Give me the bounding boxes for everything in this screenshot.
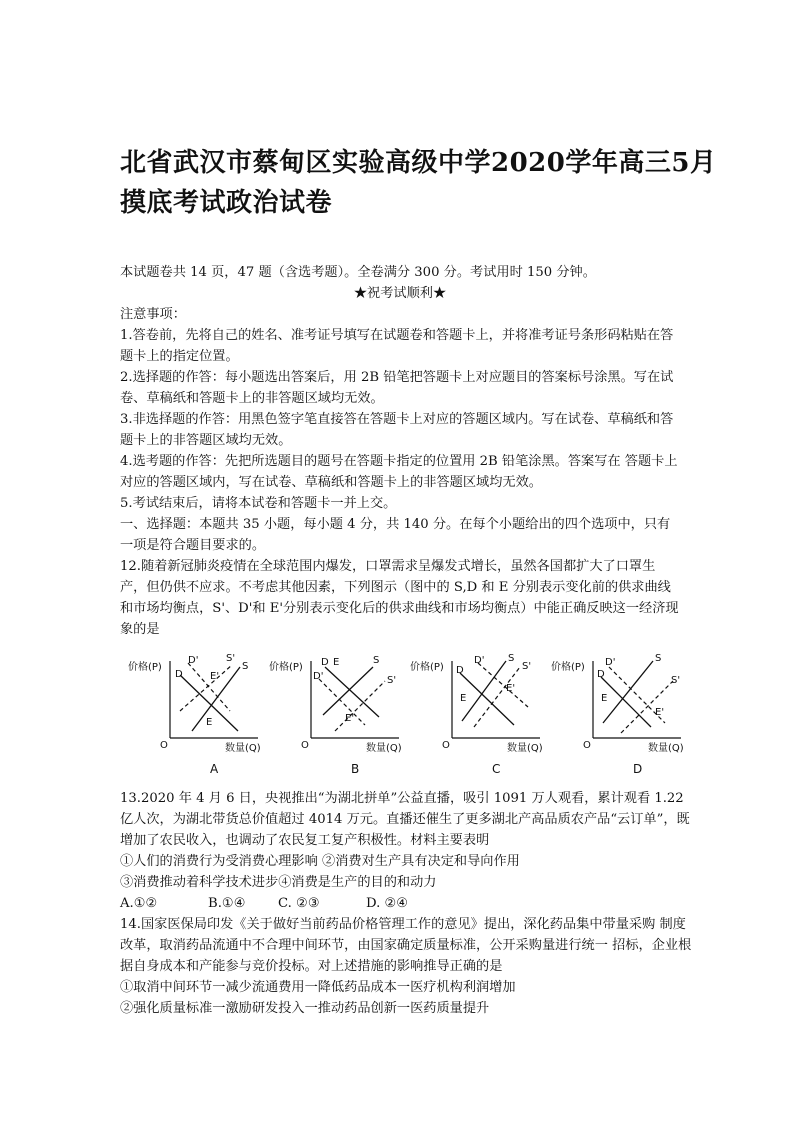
supply-curve-s [462, 661, 506, 721]
figure-panel-b [261, 645, 401, 780]
label-e: E [206, 717, 213, 728]
figure-b-svg [261, 645, 401, 780]
label-s: S [373, 655, 380, 666]
title-line-1: 北省武汉市蔡甸区实验高级中学2020学年高三5月 [120, 148, 717, 178]
q14-item: ②强化质量标准一激励研发投入一推动药品创新一医药质量提升 [120, 1001, 490, 1016]
panel-letter: B [351, 762, 360, 776]
title-line-2: 摸底考试政治试卷 [120, 188, 333, 218]
label-s: S [242, 661, 249, 672]
label-d-prime: D' [605, 657, 616, 668]
figure-d-svg [543, 645, 683, 780]
section-heading: 一、选择题：本题共 35 小题，每小题 4 分，共 140 分。在每个小题给出的四个选项中，只有一项是符合题目要求的。 [120, 517, 671, 553]
y-axis-label: 价格(P) [128, 662, 162, 673]
figure-panel-c [402, 645, 542, 780]
notice-item: 4.选考题的作答：先把所选题目的题号在答题卡指定的位置用 2B 铅笔涂黑。答案写在 答题卡上对应的答题区域内，写在试卷、草稿纸和答题卡上的非答题区域均无效。 [120, 454, 678, 490]
notice-item: 3.非选择题的作答：用黑色签字笔直接答在答题卡上对应的答题区域内。写在试卷、草稿纸和答题卡上的非答题区域均无效。 [120, 412, 674, 448]
label-d-prime: D' [474, 655, 485, 666]
y-axis-label: 价格(P) [410, 662, 444, 673]
q13-item: ①人们的消费行为受消费心理影响 ②消费对生产具有决定和导向作用 [120, 854, 520, 869]
q13-options [120, 893, 695, 914]
label-d: D [175, 669, 183, 680]
question-13: 13.2020 年 4 月 6 日，央视推出“为湖北拼单”公益直播，吸引 1091 万人观看，累计观看 1.22 亿人次，为湖北带货总价值超过 4014 万元。直播还催生了更多湖北产高品质农产品“云订单”，既增加了农民收入，也调动了农民复工复产积极性。材料主要表明 [120, 791, 690, 848]
x-axis-label: 数量(Q) [366, 743, 402, 754]
demand-curve-d-prime [319, 679, 365, 725]
label-s: S [508, 653, 515, 664]
notice-item: 5.考试结束后，请将本试卷和答题卡一并上交。 [120, 496, 397, 511]
label-d: D [456, 665, 464, 676]
question-14: 14.国家医保局印发《关于做好当前药品价格管理工作的意见》提出，深化药品集中带量采购 制度改革，取消药品流通中不合理中间环节，由国家确定质量标准，公开采购量进行统一 招标，企业根据自身成本和产能参与竞价投标。对上述措施的影响推导正确的是 [120, 917, 692, 974]
label-d-prime: D' [313, 671, 324, 682]
supply-curve-s-prime [474, 667, 520, 727]
supply-demand-figures [120, 645, 690, 780]
q13-option-c: C. ②③ [278, 896, 320, 911]
label-e-prime: E' [210, 671, 220, 682]
supply-curve-s-prime [621, 681, 673, 733]
q14-item: ①取消中间环节一减少流通费用一降低药品成本一医疗机构利润增加 [120, 980, 516, 995]
document-title [120, 143, 720, 223]
notice-item: 2.选择题的作答：每小题选出答案后，用 2B 铅笔把答题卡上对应题目的答案标号涂黑。写在试卷、草稿纸和答题卡上的非答题区域均无效。 [120, 370, 674, 406]
origin-label: O [583, 740, 591, 751]
intro-text: 本试题卷共 14 页，47 题（含选考题）。全卷满分 300 分。考试用时 150 分钟。 [120, 265, 596, 280]
label-e-prime: E' [345, 713, 355, 724]
label-e: E [460, 693, 467, 704]
label-s-prime: S' [387, 675, 397, 686]
origin-label: O [160, 740, 168, 751]
question-12: 12.随着新冠肺炎疫情在全球范围内爆发，口罩需求呈爆发式增长，虽然各国都扩大了口罩生产，但仍供不应求。不考虑其他因素，下列图示（图中的 S,D 和 E 分别表示变化前的供求曲线和市场均衡点，S'、D'和 E'分别表示变化后的供求曲线和市场均衡点）中能正确反映这一经济现象的是 [120, 559, 679, 637]
figure-a-svg [120, 645, 260, 780]
figure-c-svg [402, 645, 542, 780]
origin-label: O [442, 740, 450, 751]
q13-option-b: B.①④ [208, 896, 246, 911]
demand-curve-d-prime [478, 663, 528, 707]
label-e-prime: E' [506, 683, 516, 694]
label-e: E [601, 693, 608, 704]
label-e-prime: E' [655, 707, 665, 718]
figure-panel-d [543, 645, 683, 780]
label-d-prime: D' [188, 655, 199, 666]
notice-heading: 注意事项： [120, 307, 186, 322]
q13-item: ③消费推动着科学技术进步④消费是生产的目的和动力 [120, 875, 437, 890]
panel-letter: D [633, 762, 643, 776]
x-axis-label: 数量(Q) [507, 743, 543, 754]
q13-option-d: D. ②④ [366, 896, 409, 911]
panel-letter: A [210, 762, 219, 776]
wish-text: ★祝考试顺利★ [353, 286, 447, 301]
y-axis-label: 价格(P) [551, 662, 585, 673]
panel-letter: C [492, 762, 501, 776]
supply-curve-s-prime [335, 681, 385, 731]
label-s-prime: S' [522, 661, 532, 672]
label-s-prime: S' [226, 653, 236, 664]
label-d: D [321, 657, 329, 668]
label-s: S [655, 653, 662, 664]
x-axis-label: 数量(Q) [225, 743, 261, 754]
label-s-prime: S' [671, 675, 681, 686]
notice-item: 1.答卷前，先将自己的姓名、准考证号填写在试题卷和答题卡上，并将准考证号条形码粘贴在答题卡上的指定位置。 [120, 328, 674, 364]
y-axis-label: 价格(P) [269, 662, 303, 673]
x-axis-label: 数量(Q) [648, 743, 684, 754]
questions-13-14 [120, 788, 695, 1019]
demand-curve-d [460, 673, 514, 725]
figure-panel-a [120, 645, 260, 780]
exam-instructions [120, 262, 680, 640]
supply-curve-s [603, 661, 653, 723]
label-d: D [597, 669, 605, 680]
q13-option-a: A.①② [120, 896, 158, 911]
label-e: E [333, 657, 340, 668]
demand-curve-d [325, 667, 379, 717]
origin-label: O [301, 740, 309, 751]
